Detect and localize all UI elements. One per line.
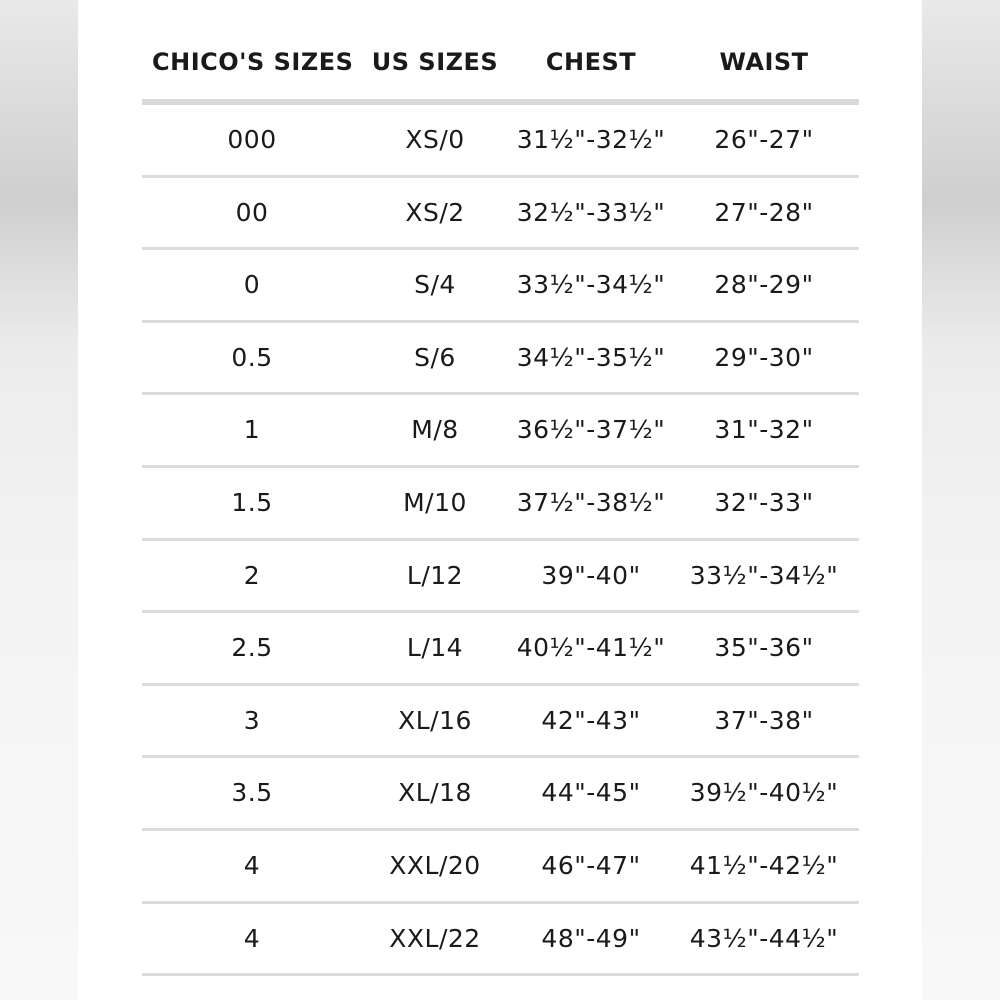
us-size-cell: XL/18 <box>398 778 472 808</box>
waist-cell: 37"-38" <box>714 705 814 735</box>
waist-cell: 26"-27" <box>714 125 814 154</box>
waist-cell: 33½"-34½" <box>689 560 839 590</box>
waist-cell: 35"-36" <box>714 633 814 663</box>
chest-cell: 44"-45" <box>541 778 641 808</box>
us-size-cell: XS/0 <box>405 125 465 154</box>
header-chicos-sizes: CHICO'S SIZES <box>152 48 354 76</box>
waist-cell: 39½"-40½" <box>689 778 839 808</box>
waist-cell: 31"-32" <box>714 415 814 445</box>
chest-cell: 48"-49" <box>541 923 641 953</box>
table-row <box>0 468 1000 541</box>
table-header <box>0 38 1000 88</box>
chicos-size-cell: 3 <box>243 705 261 735</box>
waist-cell: 43½"-44½" <box>689 923 839 953</box>
chest-cell: 34½"-35½" <box>516 342 666 372</box>
chest-cell: 31½"-32½" <box>516 125 666 154</box>
us-size-cell: M/8 <box>411 415 459 445</box>
us-size-cell: S/6 <box>414 342 456 372</box>
table-row <box>0 178 1000 251</box>
table-row <box>0 541 1000 614</box>
table-row <box>0 395 1000 468</box>
chest-cell: 42"-43" <box>541 705 641 735</box>
waist-cell: 41½"-42½" <box>689 850 839 880</box>
header-waist: WAIST <box>719 48 809 76</box>
chicos-size-cell: 3.5 <box>231 778 273 808</box>
chicos-size-cell: 0.5 <box>231 342 273 372</box>
header-chest: CHEST <box>545 48 637 76</box>
us-size-cell: XS/2 <box>405 197 465 227</box>
chicos-size-cell: 1.5 <box>231 487 273 517</box>
chicos-size-cell: 4 <box>243 850 261 880</box>
us-size-cell: L/14 <box>406 633 464 663</box>
table-row <box>0 686 1000 759</box>
chicos-size-cell: 2.5 <box>231 633 273 663</box>
us-size-cell: M/10 <box>403 487 467 517</box>
table-body <box>0 105 1000 976</box>
chest-cell: 33½"-34½" <box>516 270 666 300</box>
chest-cell: 36½"-37½" <box>516 415 666 445</box>
chest-cell: 32½"-33½" <box>516 197 666 227</box>
waist-cell: 32"-33" <box>714 487 814 517</box>
chicos-size-cell: 1 <box>243 415 261 445</box>
waist-cell: 28"-29" <box>714 270 814 300</box>
table-row <box>0 831 1000 904</box>
chest-cell: 46"-47" <box>541 850 641 880</box>
chest-cell: 40½"-41½" <box>516 633 666 663</box>
chicos-size-cell: 00 <box>235 197 269 227</box>
chicos-size-cell: 0 <box>243 270 261 300</box>
table-row <box>0 323 1000 396</box>
table-row <box>0 105 1000 178</box>
waist-cell: 27"-28" <box>714 197 814 227</box>
table-row <box>0 904 1000 977</box>
chicos-size-cell: 000 <box>227 125 277 154</box>
us-size-cell: XXL/22 <box>389 923 481 953</box>
table-row <box>0 613 1000 686</box>
table-row <box>0 758 1000 831</box>
chicos-size-cell: 2 <box>243 560 261 590</box>
table-row <box>0 250 1000 323</box>
us-size-cell: XL/16 <box>398 705 472 735</box>
waist-cell: 29"-30" <box>714 342 814 372</box>
chest-cell: 37½"-38½" <box>516 487 666 517</box>
us-size-cell: L/12 <box>406 560 464 590</box>
us-size-cell: XXL/20 <box>389 850 481 880</box>
chicos-size-cell: 4 <box>243 923 261 953</box>
header-us-sizes: US SIZES <box>371 48 499 76</box>
chest-cell: 39"-40" <box>541 560 641 590</box>
us-size-cell: S/4 <box>414 270 456 300</box>
